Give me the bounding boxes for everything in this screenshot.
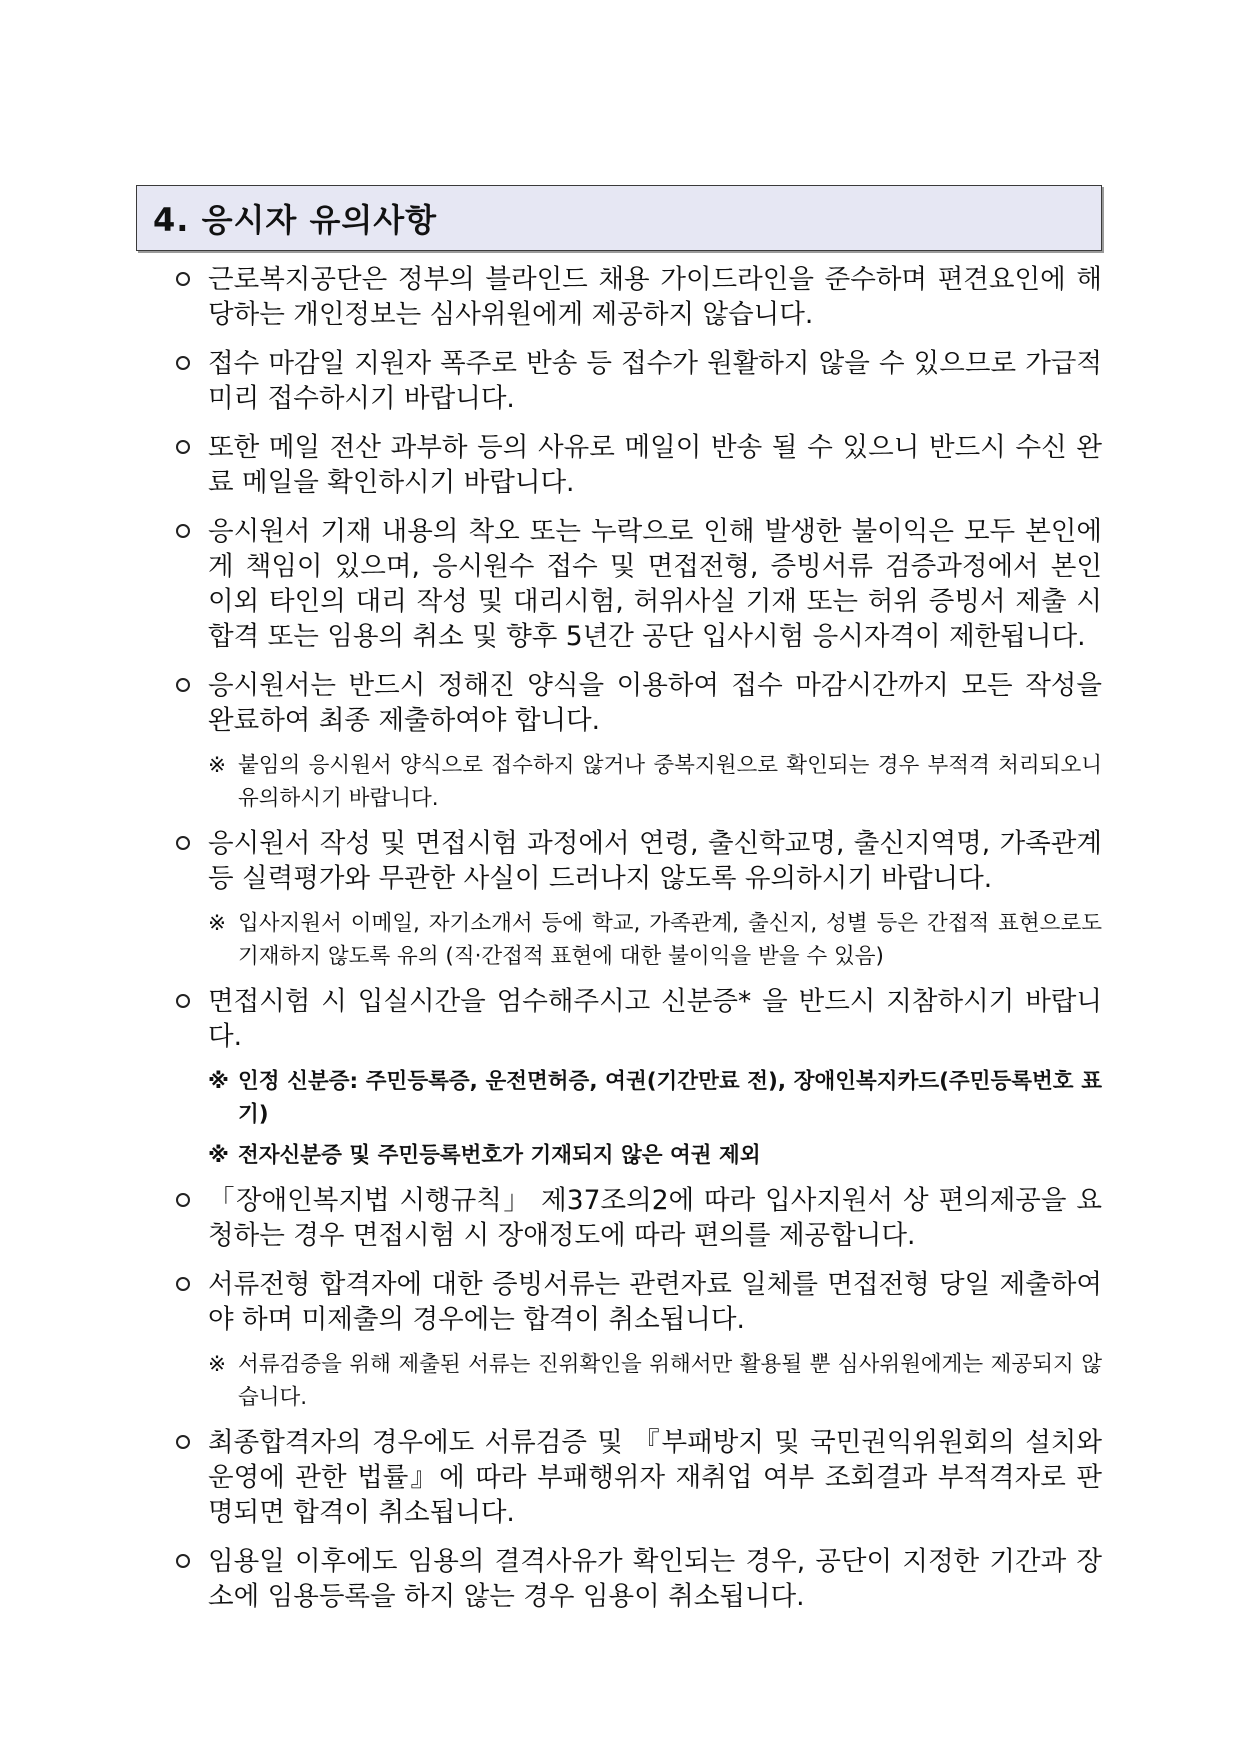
reference-mark: ※ [208,753,227,778]
notice-item [176,514,1102,654]
notice-item-text: 「장애인복지법 시행규칙」 제37조의2에 따라 입사지원서 상 편의제공을 요청하는 경우 면접시험 시 장애정도에 따라 편의를 제공합니다. [208,1185,1102,1251]
notice-item [176,262,1102,332]
notice-item-text: 또한 메일 전산 과부하 등의 사유로 메일이 반송 될 수 있으니 반드시 수신 완료 메일을 확인하시기 바랍니다. [208,432,1102,498]
notice-item [176,1544,1102,1614]
reference-mark: ※ [208,1143,229,1168]
circle-bullet-icon [176,994,190,1008]
section-title: 4. 응시자 유의사항 [153,201,438,239]
circle-bullet-icon [176,1435,190,1449]
notice-item-text: 임용일 이후에도 임용의 결격사유가 확인되는 경우, 공단이 지정한 기간과 장소에 임용등록을 하지 않는 경우 임용이 취소됩니다. [208,1546,1102,1612]
circle-bullet-icon [176,440,190,454]
circle-bullet-icon [176,356,190,370]
notice-footnote [176,1348,1102,1414]
notice-item [176,1267,1102,1337]
circle-bullet-icon [176,1554,190,1568]
notice-item-text: 근로복지공단은 정부의 블라인드 채용 가이드라인을 준수하며 편견요인에 해당하는 개인정보는 심사위원에게 제공하지 않습니다. [208,264,1102,330]
reference-mark: ※ [208,911,227,936]
notice-item-text: 면접시험 시 입실시간을 엄수해주시고 신분증* 을 반드시 지참하시기 바랍니다. [208,986,1102,1052]
notice-item-text: 응시원서 작성 및 면접시험 과정에서 연령, 출신학교명, 출신지역명, 가족관계 등 실력평가와 무관한 사실이 드러나지 않도록 유의하시기 바랍니다. [208,828,1102,894]
footnote-text: 전자신분증 및 주민등록번호가 기재되지 않은 여권 제외 [238,1143,761,1168]
circle-bullet-icon [176,272,190,286]
notice-item-text: 접수 마감일 지원자 폭주로 반송 등 접수가 원활하지 않을 수 있으므로 가급적 미리 접수하시기 바랍니다. [208,348,1102,414]
notice-item-text: 응시원서 기재 내용의 착오 또는 누락으로 인해 발생한 불이익은 모두 본인에게 책임이 있으며, 응시원수 접수 및 면접전형, 증빙서류 검증과정에서 본인 이외 타인의 대리 작성 및 대리시험, 허위사실 기재 또는 허위 증빙서 제출 시 합격 또는 임용의 취소 및 향후 5년간 공단 입사시험 응시자격이 제한됩니다. [208,516,1102,652]
section-header-box [136,185,1102,251]
notice-item-text: 응시원서는 반드시 정해진 양식을 이용하여 접수 마감시간까지 모든 작성을 완료하여 최종 제출하여야 합니다. [208,670,1102,736]
notice-item [176,1183,1102,1253]
circle-bullet-icon [176,1277,190,1291]
notice-item [176,430,1102,500]
footnote-text: 입사지원서 이메일, 자기소개서 등에 학교, 가족관계, 출신지, 성별 등은 간접적 표현으로도 기재하지 않도록 유의 (직‧간접적 표현에 대한 불이익을 받을 수 있음) [238,911,1102,969]
notice-item-text: 서류전형 합격자에 대한 증빙서류는 관련자료 일체를 면접전형 당일 제출하여야 하며 미제출의 경우에는 합격이 취소됩니다. [208,1269,1102,1335]
notice-footnote [176,907,1102,973]
id-card-footnote [176,1065,1102,1131]
circle-bullet-icon [176,678,190,692]
notice-item [176,984,1102,1054]
footnote-text: 붙임의 응시원서 양식으로 접수하지 않거나 중복지원으로 확인되는 경우 부적격 처리되오니 유의하시기 바랍니다. [238,753,1102,811]
notice-item [176,826,1102,896]
notice-item [176,1425,1102,1530]
notice-list [176,262,1102,1628]
id-card-footnote [176,1139,1102,1172]
footnote-text: 인정 신분증: 주민등록증, 운전면허증, 여권(기간만료 전), 장애인복지카드(주민등록번호 표기) [238,1069,1102,1127]
circle-bullet-icon [176,836,190,850]
reference-mark: ※ [208,1069,229,1094]
notice-item [176,668,1102,738]
notice-item-text: 최종합격자의 경우에도 서류검증 및 『부패방지 및 국민권익위원회의 설치와 운영에 관한 법률』에 따라 부패행위자 재취업 여부 조회결과 부적격자로 판명되면 합격이 취소됩니다. [208,1427,1102,1528]
notice-item [176,346,1102,416]
circle-bullet-icon [176,524,190,538]
reference-mark: ※ [208,1352,227,1377]
circle-bullet-icon [176,1193,190,1207]
footnote-text: 서류검증을 위해 제출된 서류는 진위확인을 위해서만 활용될 뿐 심사위원에게는 제공되지 않습니다. [238,1352,1102,1410]
notice-footnote [176,749,1102,815]
